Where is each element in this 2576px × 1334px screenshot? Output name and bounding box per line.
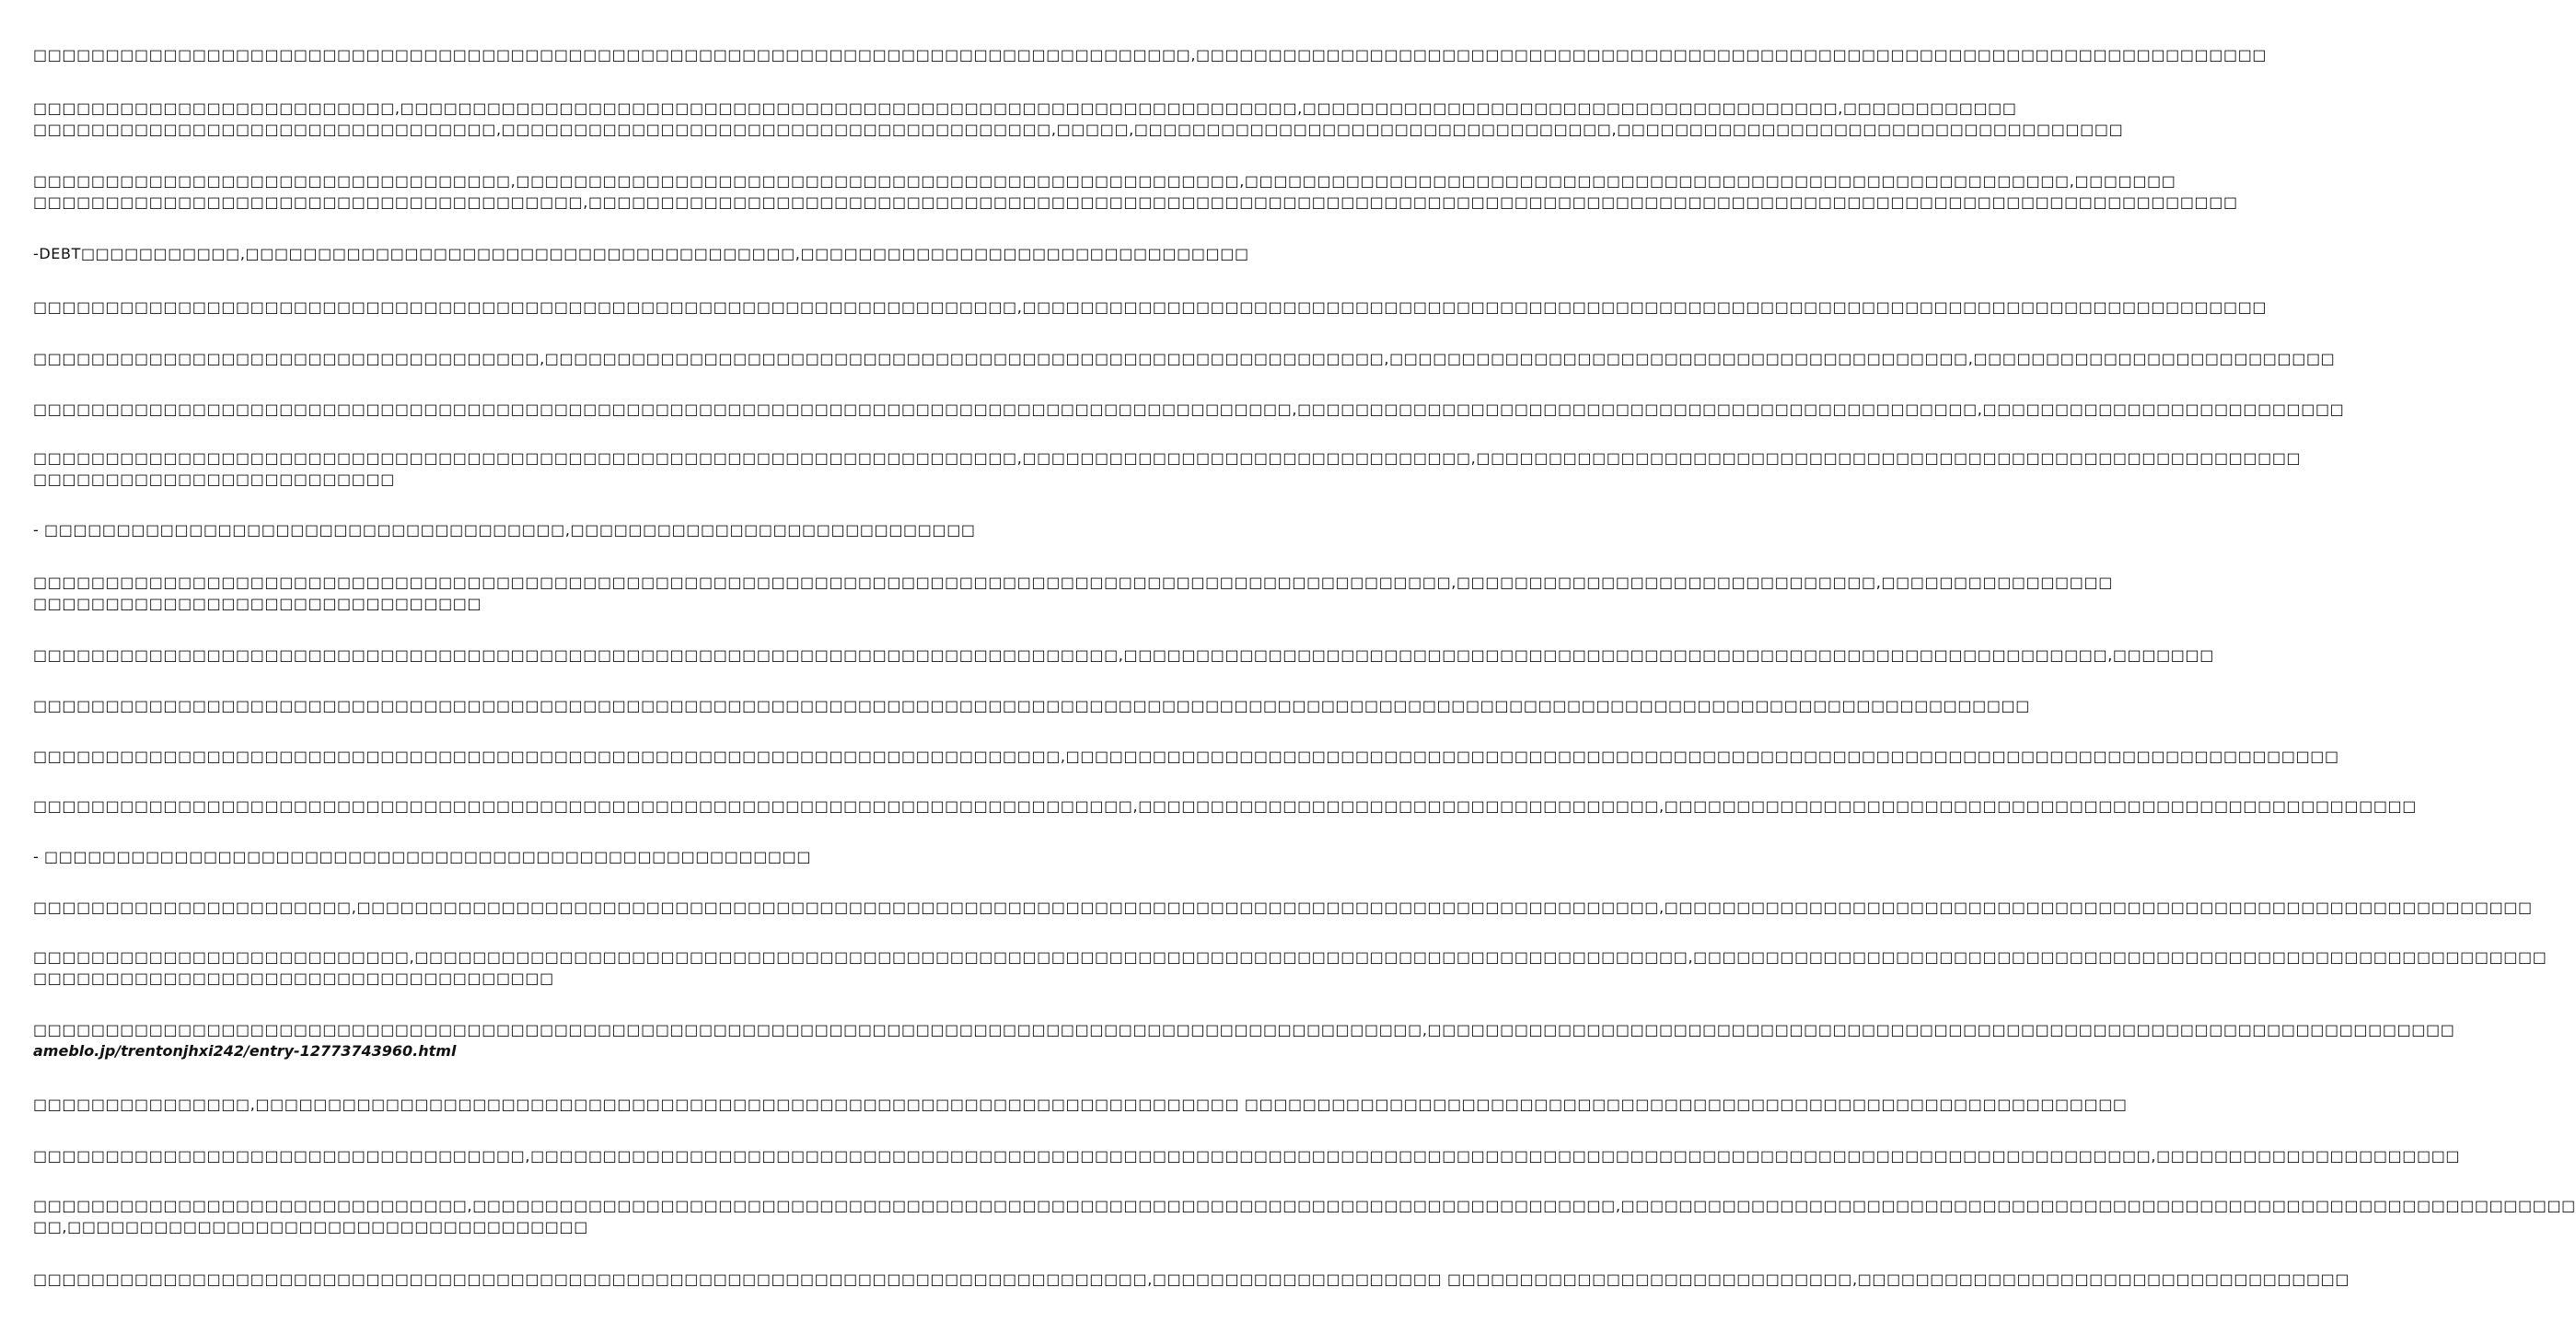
paragraph-22 [33,1269,2350,1290]
paragraph-line: □□,□□□□□□□□□□□□□□□□□□□□□□□□□□□□□□□□□□□□ [33,1218,588,1235]
paragraph-5 [33,296,2268,318]
paragraph-line: □□□□□□□□□□□□□□□□□□□□□□□□□□□□□□□□□□□□□□□□□□□□□□□□□□□□□□□□□□□□□□□□□□□□□□□□□□□□□□□□,□□□□□□□□□□□□□□□□□□□□□□□□□□□□□□□□□□□□□□□□□□□□□□□□□□□□□□□□□□□□□□□□□□□□□□□□□□ [33,46,2268,64]
paragraph-20 [33,1145,2461,1166]
paragraph-line: - □□□□□□□□□□□□□□□□□□□□□□□□□□□□□□□□□□□□□□□□□□□□□□□□□□□□□ [33,848,812,865]
paragraph-line: □□□□□□□□□□□□□□□□□□□□□□□□□□□□□□□□□□□□□□□□□□□□□□□□□□□□□□□□□□□□□□□□□□□□,□□□□□□□□□□□□□□□□□□□□□□□□□□□□□□□,□□□□□□□□□□□□□□□□□□□□□□□□□□□□□□□□□□□□□□□□□□□□□□□□□□□□□□□□□ [33,449,2302,467]
paragraph-line: □□□□□□□□□□□□□□□□□□□□□□□□□□□□□□□□□□□□□□□□□□□□□□□□□□□□□□□□□□□□□□□□□□□□□□□□□□□□□□□□□□□□□□□□□□□□□□□□,□□□□□□□□□□□□□□□□□□□□□□□□□□□□□□□□□□□□□□□□□□□□□□□□□□□□□□□□□□□□□□□□□□□□□□□ [33,1021,2455,1038]
paragraph-line: □□□□□□□□□□□□□□□□□□□□□□□□□□□□□□□ [33,595,482,612]
paragraph-10 [33,572,2113,614]
paragraph-line: □□□□□□□□□□□□□□□□□□□□□□□□□□,□□□□□□□□□□□□□□□□□□□□□□□□□□□□□□□□□□□□□□□□□□□□□□□□□□□□□□□□□□□□□□□□□□□□□□□□□□□□□□□□□□□□□□□□,□□□□□□□□□□□□□□□□□□□□□□□□□□□□□□□□□□□□□□□□□□□□□□□□□□□□□□□□□□□ [33,948,2547,966]
paragraph-17 [33,946,2547,989]
paragraph-line: □□□□□□□□□□□□□□□□□□□□□□□□□□□□□□□□□□,□□□□□□□□□□□□□□□□□□□□□□□□□□□□□□□□□□□□□□□□□□□□□□□□□□□□□□□□□□□□□□□□□□□□□□□□□□□□□□□□□□□□□□□□□□□□□□□□□□□□□□□□□□□□□□□□,□□□□□□□□□□□□□□□□□□□□□ [33,1147,2461,1165]
paragraph-13 [33,746,2339,767]
paragraph-12 [33,695,2030,716]
paragraph-line: □□□□□□□□□□□□□□□□□□□□□□□□□,□□□□□□□□□□□□□□□□□□□□□□□□□□□□□□□□□□□□□□□□□□□□□□□□□□□□□□□□□□□□□□,□□□□□□□□□□□□□□□□□□□□□□□□□□□□□□□□□□□□□,□□□□□□□□□□□□ [33,99,2017,117]
paragraph-line: □□□□□□□□□□□□□□□□□□□□□□□□□□□□□□□□□□□□□□,□□□□□□□□□□□□□□□□□□□□□□□□□□□□□□□□□□□□□□□□□□□□□□□□□□□□□□□□□□□□□□□□□□□□□□□□□□□□□□□□□□□□□□□□□□□□□□□□□□□□□□□□□□□□□□□□□□ [33,193,2238,211]
entry-link[interactable]: ameblo.jp/trentonjhxi242/entry-12773743960.html [33,1042,457,1060]
paragraph-line: □□□□□□□□□□□□□□□□□□□□□□□□□□□□□□,□□□□□□□□□□□□□□□□□□□□□□□□□□□□□□□□□□□□□□□□□□□□□□□□□□□□□□□□□□□□□□□□□□□□□□□□□□□□□□□,□□□□□□□□□□□□□□□□□□□□□□□□□□□□□□□□□□□□□□□□□□□□□□□□□□□□□□□□□□□□□□□□□□ [33,1197,2576,1214]
paragraph-4 [33,243,1249,264]
paragraph-line: □□□□□□□□□□□□□□□□□□□□□□□□□□□□□□□□□,□□□□□□□□□□□□□□□□□□□□□□□□□□□□□□□□□□□□□□□□□□□□□□□□□□,□□□□□□□□□□□□□□□□□□□□□□□□□□□□□□□□□□□□□□□□□□□□□□□□□□□□□□□□□,□□□□□□□ [33,172,2176,190]
paragraph-18 [33,1019,2455,1061]
paragraph-8 [33,447,2302,490]
paragraph-6 [33,348,2336,369]
paragraph-line: - □□□□□□□□□□□□□□□□□□□□□□□□□□□□□□□□□□□□,□□□□□□□□□□□□□□□□□□□□□□□□□□□□ [33,521,976,539]
paragraph-1 [33,44,2268,65]
paragraph-line: □□□□□□□□□□□□□□□□□□□□□□□□□□□□□□□□□□□□ [33,969,554,987]
paragraph-3 [33,170,2238,213]
paragraph-16 [33,897,2533,918]
paragraph-line: □□□□□□□□□□□□□□□□□□□□□□□□□□□□□□□□□□□,□□□□□□□□□□□□□□□□□□□□□□□□□□□□□□□□□□□□□□□□□□□□□□□□□□□□□□□□□□,□□□□□□□□□□□□□□□□□□□□□□□□□□□□□□□□□□□□□□□□,□□□□□□□□□□□□□□□□□□□□□□□□□ [33,350,2336,367]
paragraph-19 [33,1094,2128,1115]
paragraph-21 [33,1195,2576,1237]
paragraph-15 [33,846,911,867]
paragraph-line: □□□□□□□□□□□□□□□□□□□□□□□□□□□□□□□□□□□□□□□□□□□□□□□□□□□□□□□□□□□□□□□□□□□□□□□□□□□□,□□□□□□□□□□□□□□□□□□□□□□□□□□□□□□□□□□□□,□□□□□□□□□□□□□□□□□□□□□□□□□□□□□□□□□□□□□□□□□□□□□□□□□□□□ [33,797,2417,815]
paragraph-line: □□□□□□□□□□□□□□□□□□□□□□□□□□□□□□□□□□□□□□□□□□□□□□□□□□□□□□□□□□□□□□□□□□□□,□□□□□□□□□□□□□□□□□□□□□□□□□□□□□□□□□□□□□□□□□□□□□□□□□□□□□□□□□□□□□□□□□□□□□□□□□□□□□□□□□□□□□□ [33,298,2268,316]
paragraph-line: □□□□□□□□□□□□□□□□□□□□□□□□□□□□□□□□□□□□□□□□□□□□□□□□□□□□□□□□□□□□□□□□□□□□□□□□□□□,□□□□□□□□□□□□□□□□□□□□□□□□□□□□□□□□□□□□□□□□□□□□□□□□□□□□□□□□□□□□□□□□□□□□,□□□□□□□ [33,646,2214,664]
paragraph-line: □□□□□□□□□□□□□□□□□□□□□□□□□ [33,470,395,488]
paragraph-line: □□□□□□□□□□□□□□□□□□□□□□□□□□□□□□□□,□□□□□□□□□□□□□□□□□□□□□□□□□□□□□□□□□□□□□□,□□□□□,□□□□□□□□□□□□□□□□□□□□□□□□□□□□□□□□□,□□□□□□□□□□□□□□□□□□□□□□□□□□□□□□□□□□□ [33,121,2124,138]
paragraph-line: □□□□□□□□□□□□□□□□□□□□□□,□□□□□□□□□□□□□□□□□□□□□□□□□□□□□□□□□□□□□□□□□□□□□□□□□□□□□□□□□□□□□□□□□□□□□□□□□□□□□□□□□□□□□□□□□□,□□□□□□□□□□□□□□□□□□□□□□□□□□□□□□□□□□□□□□□□□□□□□□□□□□□□□□□□□□□□ [33,899,2533,916]
paragraph-2 [33,98,2124,140]
paragraph-line: □□□□□□□□□□□□□□□□□□□□□□□□□□□□□□□□□□□□□□□□□□□□□□□□□□□□□□□□□□□□□□□□□□□□□□□□□□□□□□□□□□□□□□□□□□□□□□□□□□□□□□□□□□□□□□□□□□□□□□□□□□□□□□□□□□□□□□□□□□ [33,697,2030,714]
paragraph-line: □□□□□□□□□□□□□□□□□□□□□□□□□□□□□□□□□□□□□□□□□□□□□□□□□□□□□□□□□□□□□□□□□□□□□□□□□□□□□□□□□□□□□□□,□□□□□□□□□□□□□□□□□□□□□□□□□□□□□□□□□□□□□□□□□□□□□□□,□□□□□□□□□□□□□□□□□□□□□□□□□ [33,400,2345,418]
paragraph-line: -DEBT□□□□□□□□□□□,□□□□□□□□□□□□□□□□□□□□□□□□□□□□□□□□□□□□□□,□□□□□□□□□□□□□□□□□□□□□□□□□□□□□□□ [33,245,1249,262]
document-page [33,0,2576,1334]
paragraph-line: □□□□□□□□□□□□□□□□□□□□□□□□□□□□□□□□□□□□□□□□□□□□□□□□□□□□□□□□□□□□□□□□□□□□□□□□□□□□□,□□□□□□□□□□□□□□□□□□□□ □□□□□□□□□□□□□□□□□□□□□□□□□□□□,□□□□□□□□□□□□□□□□□□□□□□□□□□□□□□□□□□ [33,1270,2350,1288]
paragraph-line: □□□□□□□□□□□□□□□,□□□□□□□□□□□□□□□□□□□□□□□□□□□□□□□□□□□□□□□□□□□□□□□□□□□□□□□□□□□□□□□□□□□□ □□□□□□□□□□□□□□□□□□□□□□□□□□□□□□□□□□□□□□□□□□□□□□□□□□□□□□□□□□□□□ [33,1096,2128,1113]
paragraph-line: □□□□□□□□□□□□□□□□□□□□□□□□□□□□□□□□□□□□□□□□□□□□□□□□□□□□□□□□□□□□□□□□□□□□□□□,□□□□□□□□□□□□□□□□□□□□□□□□□□□□□□□□□□□□□□□□□□□□□□□□□□□□□□□□□□□□□□□□□□□□□□□□□□□□□□□□□□□□□□□□ [33,748,2339,765]
paragraph-7 [33,399,2345,420]
paragraph-14 [33,795,2417,817]
paragraph-line: □□□□□□□□□□□□□□□□□□□□□□□□□□□□□□□□□□□□□□□□□□□□□□□□□□□□□□□□□□□□□□□□□□□□□□□□□□□□□□□□□□□□□□□□□□□□□□□□□□,□□□□□□□□□□□□□□□□□□□□□□□□□□□□□,□□□□□□□□□□□□□□□□ [33,574,2113,591]
paragraph-11 [33,644,2214,666]
paragraph-9 [33,519,976,540]
